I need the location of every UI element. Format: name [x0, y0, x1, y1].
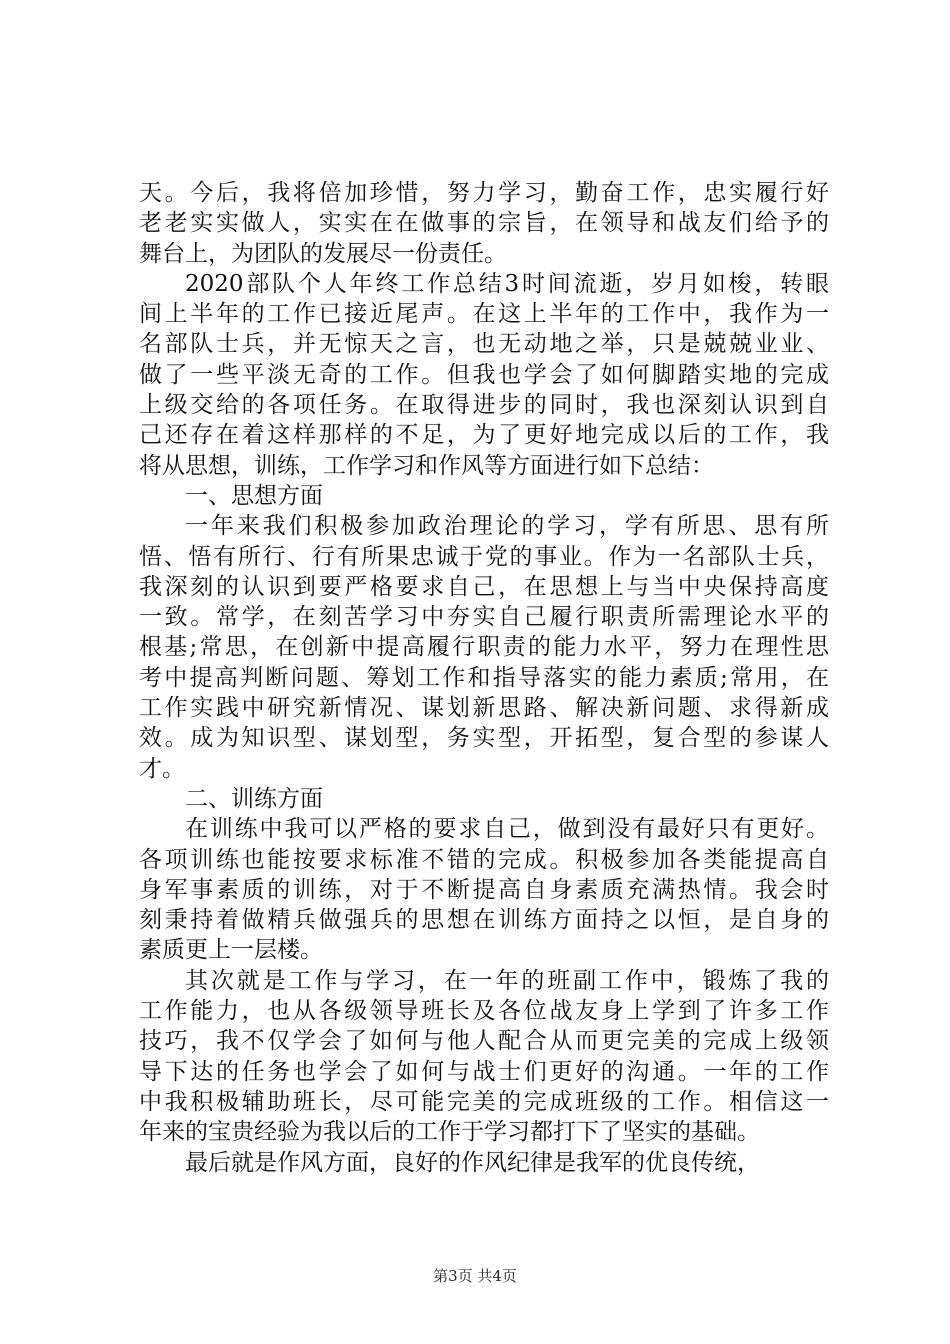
text-line: 才。 [139, 755, 185, 782]
text-line: 工作能力，也从各级领导班长及各位战友身上学到了许多工作 [139, 998, 829, 1025]
text-line: 间上半年的工作已接近尾声。在这上半年的工作中，我作为一 [139, 301, 829, 328]
text-line: 效。成为知识型、谋划型，务实型，开拓型，复合型的参谋人 [139, 725, 829, 752]
text-line: 刻秉持着做精兵做强兵的思想在训练方面持之以恒，是自身的 [139, 907, 829, 934]
text-line: 考中提高判断问题、筹划工作和指导落实的能力素质;常用，在 [139, 664, 829, 691]
text-line: 我深刻的认识到要严格要求自己，在思想上与当中央保持高度 [139, 573, 829, 600]
text-line: 中我积极辅助班长，尽可能完美的完成班级的工作。相信这一 [139, 1088, 829, 1115]
text-line: 己还存在着这样那样的不足，为了更好地完成以后的工作，我 [139, 422, 829, 449]
text-line: 素质更上一层楼。 [139, 937, 323, 964]
text-line: 上级交给的各项任务。在取得进步的同时，我也深刻认识到自 [139, 392, 829, 419]
text-line: 一年来我们积极参加政治理论的学习，学有所思、思有所 [185, 513, 829, 540]
text-line: 其次就是工作与学习，在一年的班副工作中，锻炼了我的 [185, 967, 829, 994]
section-heading: 二、训练方面 [185, 785, 323, 812]
text-line: 2020部队个人年终工作总结3时间流逝，岁月如梭，转眼 [185, 270, 829, 297]
text-line: 根基;常思，在创新中提高履行职责的能力水平，努力在理性思 [139, 634, 829, 661]
text-line: 导下达的任务也学会了如何与战士们更好的沟通。一年的工作 [139, 1058, 829, 1085]
page-number-footer: 第3页 共4页 [433, 1267, 517, 1285]
text-line: 工作实践中研究新情况、谋划新思路、解决新问题、求得新成 [139, 695, 829, 722]
text-line: 技巧，我不仅学会了如何与他人配合从而更完美的完成上级领 [139, 1028, 829, 1055]
text-line: 老老实实做人，实实在在做事的宗旨，在领导和战友们给予的 [139, 210, 829, 237]
text-line: 年来的宝贵经验为我以后的工作于学习都打下了坚实的基础。 [139, 1119, 760, 1146]
text-line: 做了一些平淡无奇的工作。但我也学会了如何脚踏实地的完成 [139, 361, 829, 388]
text-line: 身军事素质的训练，对于不断提高自身素质充满热情。我会时 [139, 876, 829, 903]
text-line: 名部队士兵，并无惊天之言，也无动地之举，只是兢兢业业、 [139, 331, 829, 358]
text-line: 舞台上，为团队的发展尽一份责任。 [139, 240, 507, 267]
text-line: 各项训练也能按要求标准不错的完成。积极参加各类能提高自 [139, 846, 829, 873]
text-line: 一致。常学，在刻苦学习中夯实自己履行职责所需理论水平的 [139, 604, 829, 631]
text-line: 在训练中我可以严格的要求自己，做到没有最好只有更好。 [185, 816, 829, 843]
document-body [139, 178, 829, 1178]
text-line: 天。今后，我将倍加珍惜，努力学习，勤奋工作，忠实履行好 [139, 180, 829, 206]
text-line: 悟、悟有所行、行有所果忠诚于党的事业。作为一名部队士兵， [139, 543, 829, 570]
section-heading: 一、思想方面 [185, 482, 323, 509]
text-line: 将从思想，训练，工作学习和作风等方面进行如下总结： [139, 452, 714, 479]
text-line: 最后就是作风方面，良好的作风纪律是我军的优良传统， [185, 1149, 760, 1176]
